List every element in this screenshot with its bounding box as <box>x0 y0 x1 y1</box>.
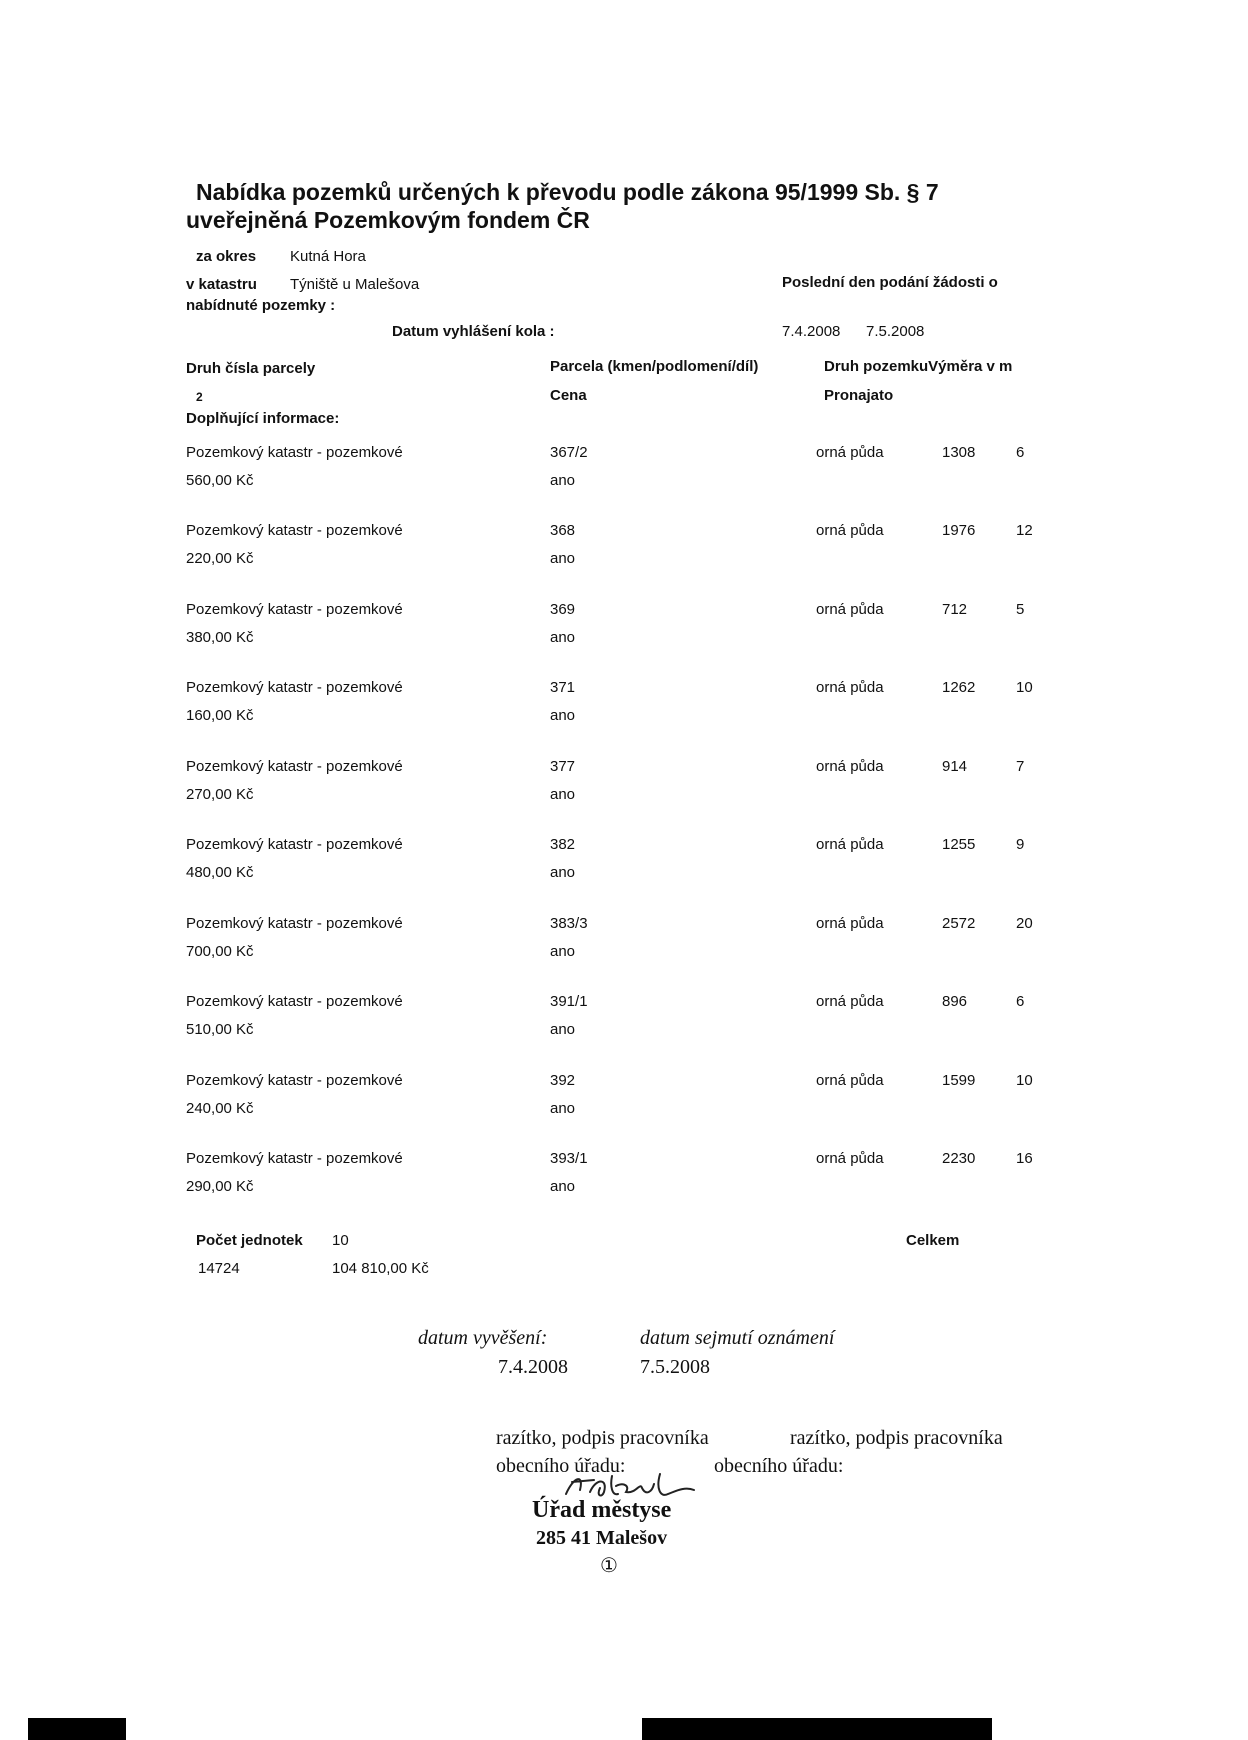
row-cena-b: 270,00 Kč <box>186 786 254 803</box>
row-vymera: 896 <box>942 993 968 1010</box>
row-parcela: 369 <box>550 601 576 618</box>
row-druh: Pozemkový katastr - pozemkové <box>186 601 403 618</box>
row-cena-b: 160,00 Kč <box>186 707 254 724</box>
row-druh: Pozemkový katastr - pozemkové <box>186 522 403 539</box>
row-cena-a: 5 <box>1016 601 1025 618</box>
redaction-bar-left <box>28 1718 126 1740</box>
row-pozemek: orná půda <box>816 993 884 1010</box>
katastr-label: v katastru <box>186 276 257 293</box>
row-druh: Pozemkový katastr - pozemkové <box>186 915 403 932</box>
pocet-jednotek-label: Počet jednotek <box>196 1232 303 1249</box>
stamp-left-line2: obecního úřadu: <box>496 1455 626 1477</box>
table-row <box>0 993 1248 1053</box>
row-druh: Pozemkový katastr - pozemkové <box>186 444 403 461</box>
table-row <box>0 758 1248 818</box>
row-parcela: 391/1 <box>550 993 588 1010</box>
row-parcela: 393/1 <box>550 1150 588 1167</box>
row-vymera: 1255 <box>942 836 976 853</box>
header-parcela: Parcela (kmen/podlomení/díl) <box>550 358 759 375</box>
row-pronajato: ano <box>550 707 576 724</box>
table-row <box>0 522 1248 582</box>
datum-vyhlaseni-label: Datum vyhlášení kola : <box>392 323 555 340</box>
row-pozemek: orná půda <box>816 601 884 618</box>
row-cena-b: 240,00 Kč <box>186 1100 254 1117</box>
row-cena-a: 9 <box>1016 836 1025 853</box>
datum-vyhlaseni-value: 7.4.2008 <box>782 323 841 340</box>
row-parcela: 382 <box>550 836 576 853</box>
row-pronajato: ano <box>550 1021 576 1038</box>
row-pronajato: ano <box>550 550 576 567</box>
row-parcela: 377 <box>550 758 576 775</box>
row-cena-a: 7 <box>1016 758 1025 775</box>
row-vymera: 1308 <box>942 444 976 461</box>
sejmuti-label: datum sejmutí oznámení <box>640 1327 835 1349</box>
row-pozemek: orná půda <box>816 836 884 853</box>
row-druh: Pozemkový katastr - pozemkové <box>186 1072 403 1089</box>
table-row <box>0 1072 1248 1132</box>
stamp-mark: ① <box>600 1555 618 1577</box>
row-vymera: 2230 <box>942 1150 976 1167</box>
row-pronajato: ano <box>550 472 576 489</box>
total-price: 104 810,00 Kč <box>332 1260 429 1277</box>
okres-label: za okres <box>196 248 257 265</box>
row-druh: Pozemkový katastr - pozemkové <box>186 1150 403 1167</box>
row-druh: Pozemkový katastr - pozemkové <box>186 758 403 775</box>
row-parcela: 368 <box>550 522 576 539</box>
header-druh-pozemku: Druh pozemkuVýměra v m <box>824 358 1013 375</box>
row-pozemek: orná půda <box>816 758 884 775</box>
katastr-value: Týniště u Malešova <box>290 276 420 293</box>
row-cena-a: 16 <box>1016 1150 1033 1167</box>
total-area: 14724 <box>198 1260 240 1277</box>
row-pronajato: ano <box>550 1100 576 1117</box>
row-druh: Pozemkový katastr - pozemkové <box>186 993 403 1010</box>
redaction-bar-right <box>642 1718 992 1740</box>
table-row <box>0 836 1248 896</box>
header-cena: Cena <box>550 387 587 404</box>
celkem-label: Celkem <box>906 1232 960 1249</box>
row-pronajato: ano <box>550 864 576 881</box>
row-cena-a: 20 <box>1016 915 1033 932</box>
row-pozemek: orná půda <box>816 1072 884 1089</box>
row-pozemek: orná půda <box>816 915 884 932</box>
row-cena-b: 290,00 Kč <box>186 1178 254 1195</box>
row-cena-b: 380,00 Kč <box>186 629 254 646</box>
row-pronajato: ano <box>550 943 576 960</box>
table-row <box>0 444 1248 504</box>
row-pozemek: orná půda <box>816 679 884 696</box>
table-row <box>0 679 1248 739</box>
vyveseni-value: 7.4.2008 <box>498 1356 568 1378</box>
row-vymera: 1599 <box>942 1072 976 1089</box>
row-pozemek: orná půda <box>816 444 884 461</box>
row-cena-b: 510,00 Kč <box>186 1021 254 1038</box>
table-row <box>0 915 1248 975</box>
row-cena-b: 480,00 Kč <box>186 864 254 881</box>
row-parcela: 371 <box>550 679 576 696</box>
row-vymera: 1976 <box>942 522 976 539</box>
row-cena-b: 560,00 Kč <box>186 472 254 489</box>
posledni-den-value: 7.5.2008 <box>866 323 925 340</box>
document-title-line1: Nabídka pozemků určených k převodu podle zákona 95/1999 Sb. § 7 <box>196 179 939 205</box>
okres-value: Kutná Hora <box>290 248 366 265</box>
row-parcela: 392 <box>550 1072 576 1089</box>
sejmuti-value: 7.5.2008 <box>640 1356 710 1378</box>
table-row <box>0 1150 1248 1210</box>
row-cena-a: 10 <box>1016 679 1033 696</box>
row-druh: Pozemkový katastr - pozemkové <box>186 836 403 853</box>
row-pozemek: orná půda <box>816 522 884 539</box>
row-cena-a: 12 <box>1016 522 1033 539</box>
row-vymera: 914 <box>942 758 968 775</box>
stamp-office-name: Úřad městyse <box>532 1497 672 1523</box>
row-cena-a: 10 <box>1016 1072 1033 1089</box>
row-parcela: 383/3 <box>550 915 588 932</box>
row-pronajato: ano <box>550 786 576 803</box>
vyveseni-label: datum vyvěšení: <box>418 1327 548 1349</box>
posledni-den-label: Poslední den podání žádosti o <box>782 274 998 291</box>
stamp-address: 285 41 Malešov <box>536 1527 668 1549</box>
stamp-right-line1: razítko, podpis pracovníka <box>790 1427 1003 1449</box>
row-pronajato: ano <box>550 1178 576 1195</box>
row-cena-a: 6 <box>1016 993 1025 1010</box>
row-vymera: 712 <box>942 601 968 618</box>
row-vymera: 1262 <box>942 679 976 696</box>
stamp-right-line2: obecního úřadu: <box>714 1455 844 1477</box>
row-cena-b: 220,00 Kč <box>186 550 254 567</box>
row-pozemek: orná půda <box>816 1150 884 1167</box>
stamp-left-line1: razítko, podpis pracovníka <box>496 1427 709 1449</box>
row-parcela: 367/2 <box>550 444 588 461</box>
row-cena-a: 6 <box>1016 444 1025 461</box>
row-cena-b: 700,00 Kč <box>186 943 254 960</box>
header-druh-cisla: Druh čísla parcely <box>186 360 316 377</box>
pocet-jednotek-value: 10 <box>332 1232 349 1249</box>
header-superscript: 2 <box>196 390 203 404</box>
row-vymera: 2572 <box>942 915 976 932</box>
header-pronajato: Pronajato <box>824 387 894 404</box>
document-title-line2: uveřejněná Pozemkovým fondem ČR <box>186 207 590 233</box>
row-druh: Pozemkový katastr - pozemkové <box>186 679 403 696</box>
table-row <box>0 601 1248 661</box>
row-pronajato: ano <box>550 629 576 646</box>
nabidnute-label: nabídnuté pozemky : <box>186 297 336 314</box>
header-doplnujici: Doplňující informace: <box>186 410 340 427</box>
